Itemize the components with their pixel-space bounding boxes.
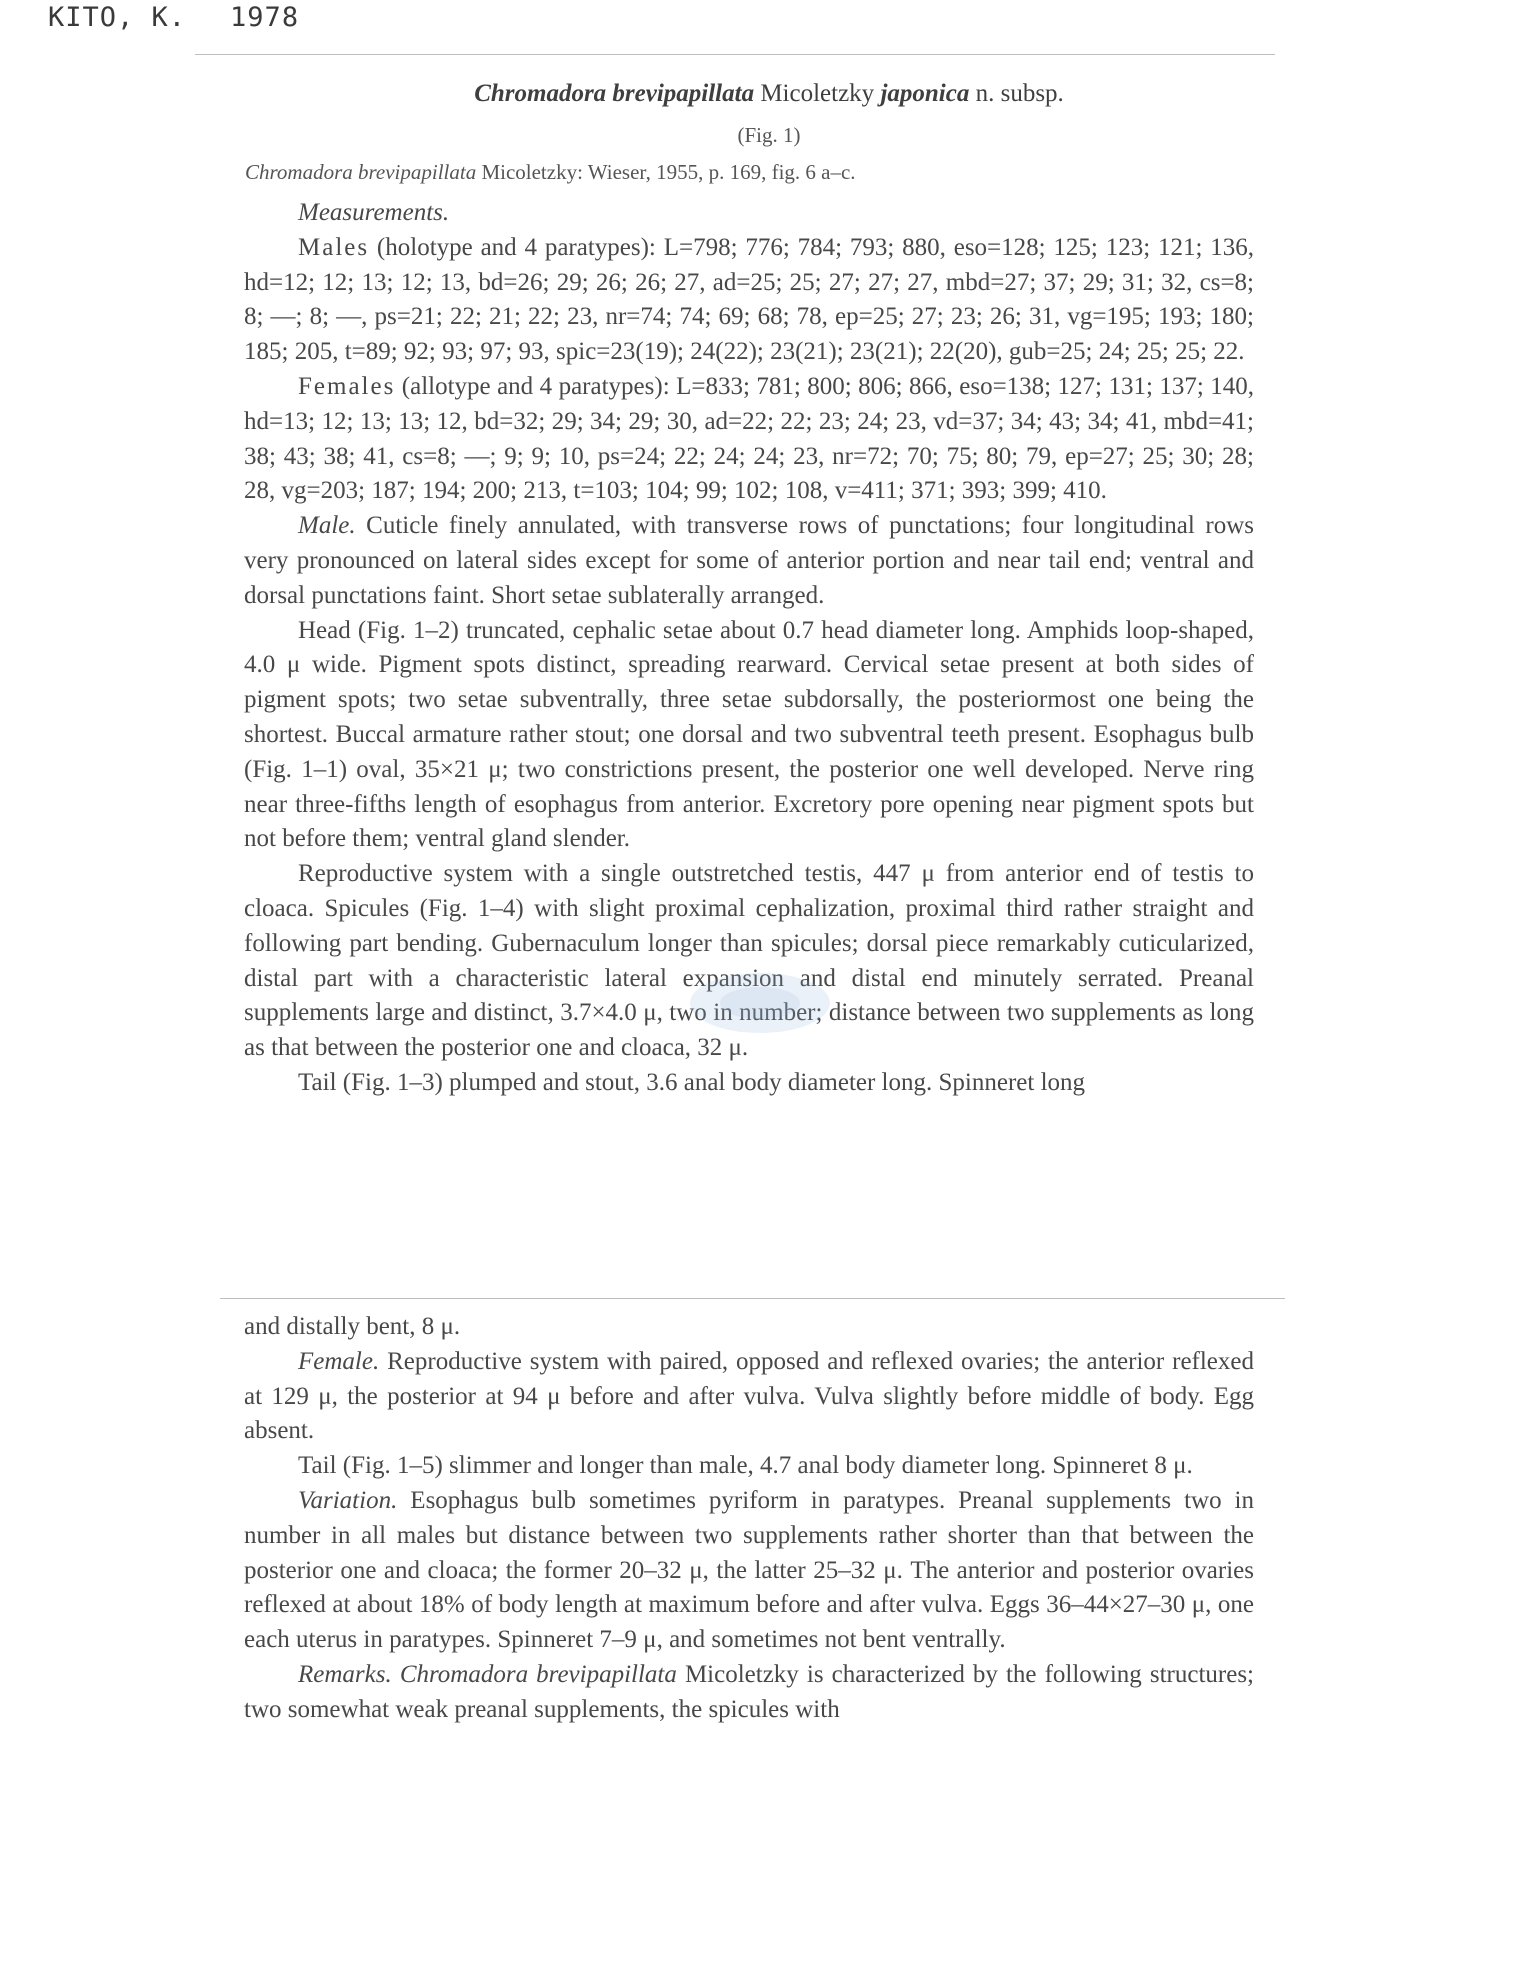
males-data: (holotype and 4 paratypes): L=798; 776; 784; 793; 880, eso=128; 125; 123; 121; 136, hd=12; 12; 13; 12; 13, bd=26; 29; 26; 26; 27, ad=25; 25; 27; 27; 27, mbd=27; 37; 29; 31; 32, cs=8; 8; —; 8; —, ps=21; 22; 21; 22; 23, nr=74; 74; 69; 68; 78, ep=25; 27; 23; 26; 31, vg=195; 193; 180; 185; 205, t=89; 92; 93; 97; 93, spic=23(19); 24(22); 23(21); 23(21); 22(20), gub=25; 24; 25; 25; 22. [244,233,1254,366]
measurements-males [244,231,1254,370]
synonym-citation: Micoletzky: Wieser, 1955, p. 169, fig. 6 a–c. [481,160,856,184]
remarks-label: Remarks. [298,1660,392,1688]
species-title [0,80,1538,108]
author-year-stamp [48,2,299,33]
top-divider [195,54,1275,55]
year-stamp: 1978 [230,2,300,33]
title-authority: Micoletzky [760,80,875,107]
remarks-species: Chromadora brevipapillata [399,1660,677,1688]
variation-label: Variation. [298,1486,398,1514]
description-block-lower [244,1310,1254,1728]
female-paragraph-2: Tail (Fig. 1–5) slimmer and longer than male, 4.7 anal body diameter long. Spinneret 8 μ. [298,1452,1193,1480]
title-subspecies: japonica [880,80,970,107]
author-stamp: KITO, K. [48,2,187,33]
females-label: Females [298,372,396,400]
male-paragraph-4: Tail (Fig. 1–3) plumped and stout, 3.6 anal body diameter long. Spinneret long [298,1068,1086,1096]
remarks-paragraph: Remarks. Chromadora brevipapillata Micoletzky is characterized by the following structures; two somewhat weak preanal supplements, the spicules with [244,1660,1255,1723]
figure-reference: (Fig. 1) [737,123,801,147]
male-paragraph-4-continued: and distally bent, 8 μ. [244,1313,461,1340]
male-label: Male. [298,512,356,540]
description-block-upper [244,196,1254,1101]
title-status: n. subsp. [975,80,1064,107]
measurements-females [244,370,1254,509]
synonym-line [245,160,856,185]
male-paragraph-3: Reproductive system with a single outstretched testis, 447 μ from anterior end of testis to cloaca. Spicules (Fig. 1–4) with slight proximal cephalization, proximal third rather straight and following part bending. Gubernaculum longer than spicules; dorsal piece remarkably cuticularized, distal part with a characteristic lateral expansion and distal end minutely serrated. Preanal supplements large and distinct, 3.7×4.0 μ, two in number; distance between two supplements as long as that between the posterior one and cloaca, 32 μ. [244,860,1254,1062]
synonym-name: Chromadora brevipapillata [245,160,477,184]
title-genus-species: Chromadora brevipapillata [474,80,755,107]
page-break-divider [220,1298,1285,1299]
female-label: Female. [298,1347,380,1375]
variation-paragraph: Variation. Esophagus bulb sometimes pyriform in paratypes. Preanal supplements two in number in all males but distance between two supplements rather shorter than that between the posterior one and cloaca; the former 20–32 μ, the latter 25–32 μ. The anterior and posterior ovaries reflexed at about 18% of body length at maximum before and after vulva. Eggs 36–44×27–30 μ, one each uterus in paratypes. Spinneret 7–9 μ, and sometimes not bent ventrally. [244,1486,1254,1654]
female-paragraph-1: Female. Reproductive system with paired, opposed and reflexed ovaries; the anterior reflexed at 129 μ, the posterior at 94 μ before and after vulva. Vulva slightly before middle of body. Egg absent. [244,1347,1254,1445]
females-data: (allotype and 4 paratypes): L=833; 781; 800; 806; 866, eso=138; 127; 131; 137; 140, hd=13; 12; 13; 13; 12, bd=32; 29; 34; 29; 30, ad=22; 22; 23; 24; 23, vd=37; 34; 43; 34; 41, mbd=41; 38; 43; 38; 41, cs=8; —; 9; 9; 10, ps=24; 22; 24; 24; 23, nr=72; 70; 75; 80; 79, ep=27; 25; 30; 28; 28, vg=203; 187; 194; 200; 213, t=103; 104; 99; 102; 108, v=411; 371; 393; 399; 410. [244,372,1254,505]
measurements-heading: Measurements. [298,199,450,226]
male-paragraph-2: Head (Fig. 1–2) truncated, cephalic setae about 0.7 head diameter long. Amphids loop-shaped, 4.0 μ wide. Pigment spots distinct, spreading rearward. Cervical setae present at both sides of pigment spots; two setae subventrally, three setae subdorsally, the posteriormost one being the shortest. Buccal armature rather stout; one dorsal and two subventral teeth present. Esophagus bulb (Fig. 1–1) oval, 35×21 μ; two constrictions present, the posterior one well developed. Nerve ring near three-fifths length of esophagus from anterior. Excretory pore opening near pigment spots but not before them; ventral gland slender. [244,616,1254,853]
males-label: Males [298,233,370,261]
male-paragraph-1: Male. Cuticle finely annulated, with transverse rows of punctations; four longitudinal rows very pronounced on lateral sides except for some of anterior portion and near tail end; ventral and dorsal punctations faint. Short setae sublaterally arranged. [244,512,1254,609]
